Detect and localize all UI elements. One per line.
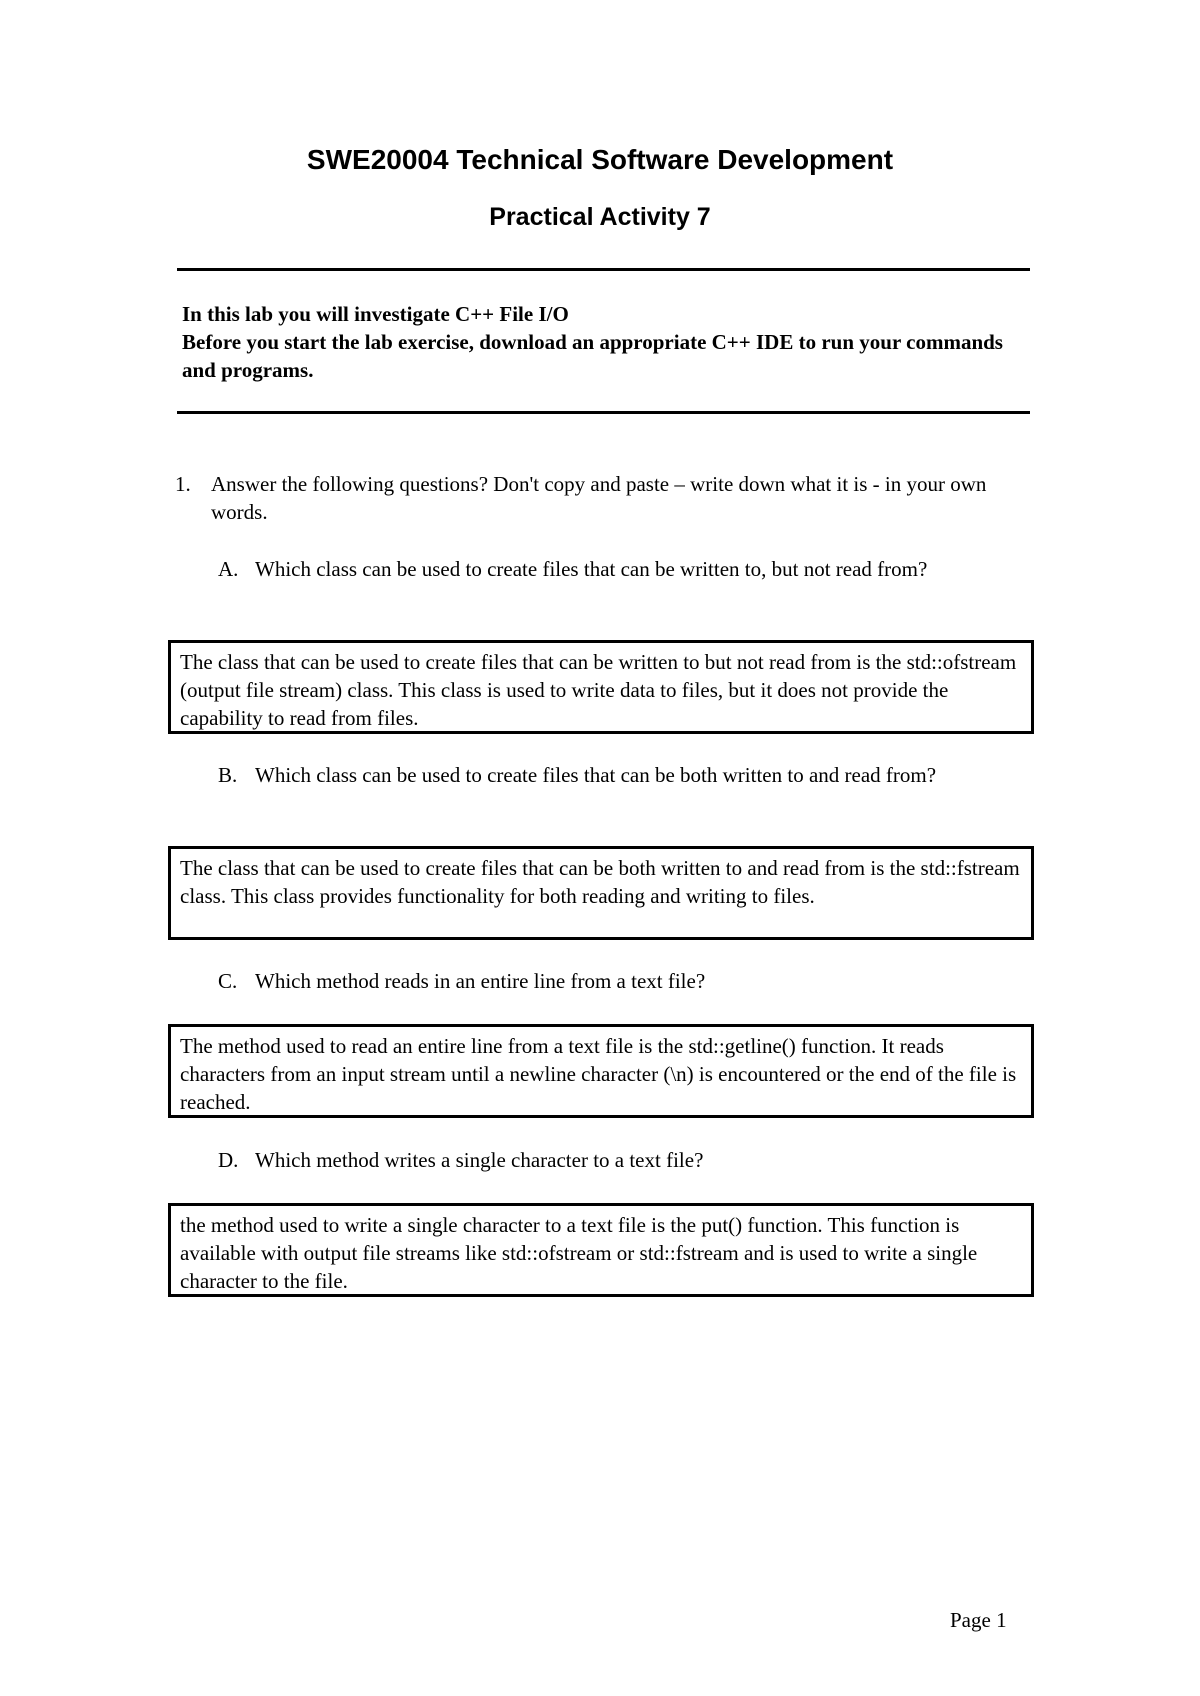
intro-line-1: In this lab you will investigate C++ File I/O <box>182 302 569 326</box>
question-1 <box>175 470 1035 526</box>
page-number: Page 1 <box>950 1608 1007 1632</box>
top-divider <box>177 268 1030 271</box>
course-title: SWE20004 Technical Software Development <box>306 144 894 175</box>
sub-question-d <box>218 1146 1008 1174</box>
answer-box-a: The class that can be used to create files that can be written to but not read from is the std::ofstream (output file stream) class. This class is used to write data to files, but it does not provide the capability to read from files. <box>168 640 1034 734</box>
question-number: 1. <box>175 472 191 496</box>
bottom-divider <box>177 411 1030 414</box>
sub-question-letter: C. <box>218 969 238 993</box>
sub-question-letter: B. <box>218 763 238 787</box>
question-text: Answer the following questions? Don't copy and paste – write down what it is - in your own words. <box>211 472 987 524</box>
answer-box-d: the method used to write a single character to a text file is the put() function. This function is available with output file streams like std::ofstream or std::fstream and is used to write a single character to the file. <box>168 1203 1034 1297</box>
sub-question-c <box>218 967 1008 995</box>
intro-line-2: Before you start the lab exercise, download an appropriate C++ IDE to run your commands and programs. <box>182 330 1003 382</box>
sub-question-b <box>218 761 1008 789</box>
sub-question-text: Which method reads in an entire line from a text file? <box>255 969 706 993</box>
sub-question-text: Which class can be used to create files that can be both written to and read from? <box>255 763 937 787</box>
answer-box-c: The method used to read an entire line from a text file is the std::getline() function. It reads characters from an input stream until a newline character (\n) is encountered or the end of the file is reached. <box>168 1024 1034 1118</box>
sub-question-a <box>218 555 1008 583</box>
sub-question-text: Which method writes a single character to a text file? <box>255 1148 704 1172</box>
answer-box-b: The class that can be used to create files that can be both written to and read from is the std::fstream class. This class provides functionality for both reading and writing to files. <box>168 846 1034 940</box>
sub-question-letter: A. <box>218 557 239 581</box>
sub-question-text: Which class can be used to create files that can be written to, but not read from? <box>255 557 928 581</box>
activity-title: Practical Activity 7 <box>489 203 711 231</box>
sub-question-letter: D. <box>218 1148 239 1172</box>
